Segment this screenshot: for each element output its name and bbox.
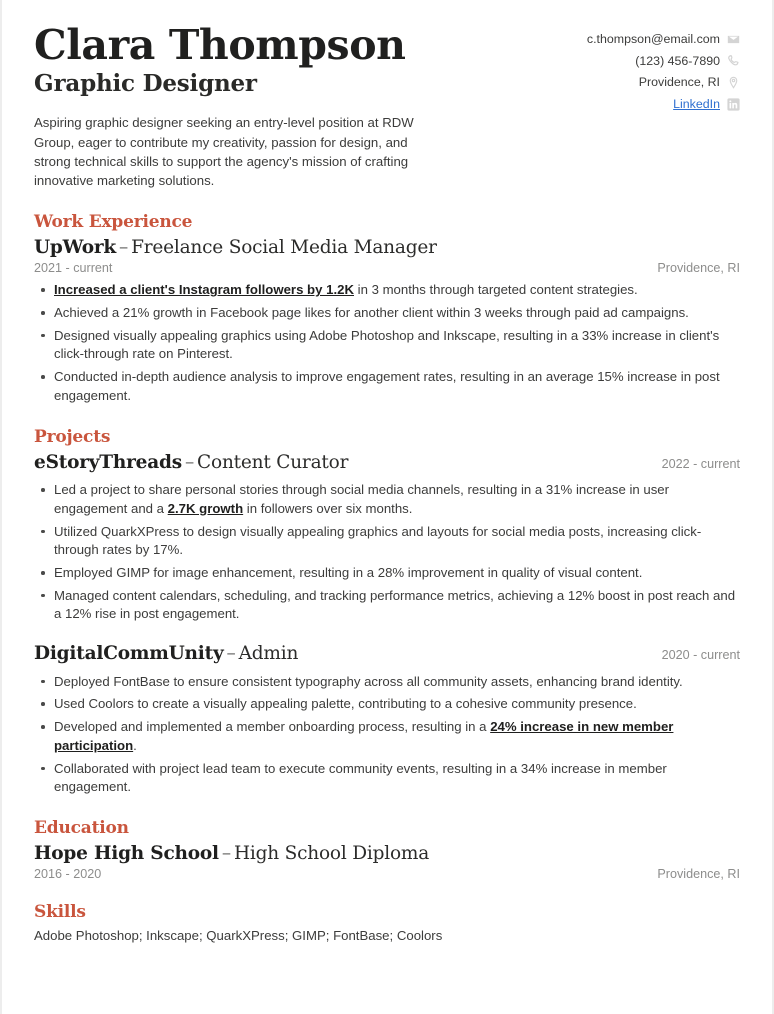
entry-separator: –	[119, 236, 129, 258]
envelope-icon	[727, 33, 740, 46]
work-entry-upwork	[34, 236, 740, 406]
entry-separator: –	[226, 643, 236, 665]
entry-headline	[34, 236, 740, 260]
bullet-text: Collaborated with project lead team to execute community events, resulting in a 34% increase in member engagement.	[54, 760, 667, 795]
entry-bullet-list	[34, 281, 740, 405]
entry-dates: 2020 - current	[661, 648, 740, 663]
bullet-item	[34, 695, 740, 714]
bullet-text: Managed content calendars, scheduling, and tracking performance metrics, achieving a 12% boost in post reach and a 12% rise in post engagement.	[54, 587, 736, 622]
bullet-item	[34, 673, 740, 692]
contact-row-linkedin[interactable]	[673, 95, 740, 114]
contact-details	[587, 24, 740, 113]
location-pin-icon	[727, 76, 740, 89]
section-title-projects: Projects	[34, 426, 111, 447]
bullet-text: Conducted in-depth audience analysis to improve engagement rates, resulting in an average 15% increase in post engagement.	[54, 369, 720, 403]
section-work-experience	[34, 212, 740, 406]
candidate-name: Clara Thompson	[34, 21, 406, 69]
contact-row-phone	[635, 52, 740, 71]
bullet-text-tail: in followers over six months.	[243, 500, 413, 516]
bullet-item	[34, 718, 740, 755]
phone-icon	[727, 54, 740, 67]
contact-row-location	[639, 73, 740, 92]
entry-dates: 2021 - current	[34, 261, 113, 276]
bullet-text: Employed GIMP for image enhancement, resulting in a 28% improvement in quality of visual content.	[54, 564, 643, 580]
bullet-highlight: 24% increase in new member participation	[54, 719, 674, 753]
header-identity-block	[34, 21, 429, 191]
skills-list: Adobe Photoshop; Inkscape; QuarkXPress; GIMP; FontBase; Coolors	[34, 928, 443, 944]
entry-role: Freelance Social Media Manager	[131, 236, 437, 258]
bullet-item	[34, 564, 740, 583]
bullet-text: Achieved a 21% growth in Facebook page likes for another client within 3 weeks through paid ad campaigns.	[54, 304, 689, 320]
bullet-item	[34, 523, 740, 560]
section-title-work-experience: Work Experience	[34, 211, 193, 232]
project-entry-estorythreads	[34, 451, 740, 625]
bullet-highlight: Increased a client's Instagram followers by 1.2K	[54, 282, 354, 298]
section-projects	[34, 427, 740, 797]
entry-dates: 2022 - current	[661, 456, 740, 471]
bullet-text: Designed visually appealing graphics using Adobe Photoshop and Inkscape, resulting in a 33% increase in client's click-through rate on Pinterest.	[54, 327, 720, 362]
contact-location-text: Providence, RI	[638, 75, 720, 90]
contact-phone-text: (123) 456-7890	[635, 53, 720, 68]
linkedin-icon[interactable]	[727, 98, 740, 111]
entry-separator: –	[184, 451, 195, 473]
entry-headline	[34, 842, 740, 866]
bullet-text: Deployed FontBase to ensure consistent typography across all community assets, enhancing brand identity.	[54, 673, 683, 689]
bullet-text: Developed and implemented a member onboarding process, resulting in a	[54, 719, 491, 735]
section-title-education: Education	[34, 818, 129, 838]
linkedin-link[interactable]: LinkedIn	[673, 96, 720, 111]
entry-organization: UpWork	[34, 236, 117, 258]
bullet-highlight: 2.7K growth	[167, 500, 244, 516]
bullet-text: Used Coolors to create a visually appealing palette, contributing to a cohesive community presence.	[54, 696, 637, 712]
bullet-item	[34, 760, 740, 797]
candidate-job-title: Graphic Designer	[34, 70, 257, 98]
contact-email-text: c.thompson@email.com	[586, 32, 720, 46]
bullet-item	[34, 327, 740, 364]
bullet-text: Utilized QuarkXPress to design visually appealing graphics and layouts for social media posts, increasing click-through rates by 17%.	[54, 523, 702, 558]
entry-organization: DigitalCommUnity	[34, 643, 224, 665]
bullet-item	[34, 281, 740, 300]
entry-bullet-list	[34, 481, 740, 624]
bullet-item	[34, 368, 740, 405]
bullet-text: Led a project to share personal stories through social media channels, resulting in a 31% increase in user engagement and a	[54, 482, 670, 516]
entry-meta	[34, 867, 740, 881]
entry-organization: eStoryThreads	[34, 451, 182, 473]
entry-role: Content Curator	[197, 451, 349, 473]
entry-title	[34, 642, 298, 666]
bullet-text-tail: .	[133, 737, 137, 753]
education-entry-hope-high-school	[34, 842, 740, 881]
entry-role: Admin	[238, 643, 299, 665]
bullet-item	[34, 481, 740, 518]
professional-summary: Aspiring graphic designer seeking an entry-level position at RDW Group, eager to contribute my creativity, passion for design, and strong technical skills to support the agency's mission of crafting innovative marketing solutions.	[34, 115, 414, 189]
entry-meta	[34, 261, 740, 275]
bullet-text: in 3 months through targeted content strategies.	[353, 282, 638, 298]
entry-role: High School Diploma	[233, 843, 430, 864]
entry-headline	[34, 642, 740, 666]
entry-title	[34, 842, 429, 866]
entry-bullet-list	[34, 673, 740, 797]
contact-row-email	[587, 30, 740, 49]
section-education	[34, 818, 740, 881]
entry-dates: 2016 - 2020	[34, 867, 102, 882]
project-entry-digitalcommunity	[34, 642, 740, 797]
section-title-skills: Skills	[34, 902, 86, 923]
entry-organization: Hope High School	[34, 843, 219, 864]
entry-location: Providence, RI	[657, 261, 740, 276]
resume-header	[34, 21, 740, 191]
entry-title	[34, 451, 348, 475]
entry-location: Providence, RI	[657, 867, 740, 882]
section-skills	[34, 902, 740, 945]
entry-title	[34, 236, 437, 260]
bullet-item	[34, 587, 740, 624]
entry-separator: –	[221, 843, 231, 864]
bullet-item	[34, 304, 740, 323]
entry-headline	[34, 451, 740, 475]
